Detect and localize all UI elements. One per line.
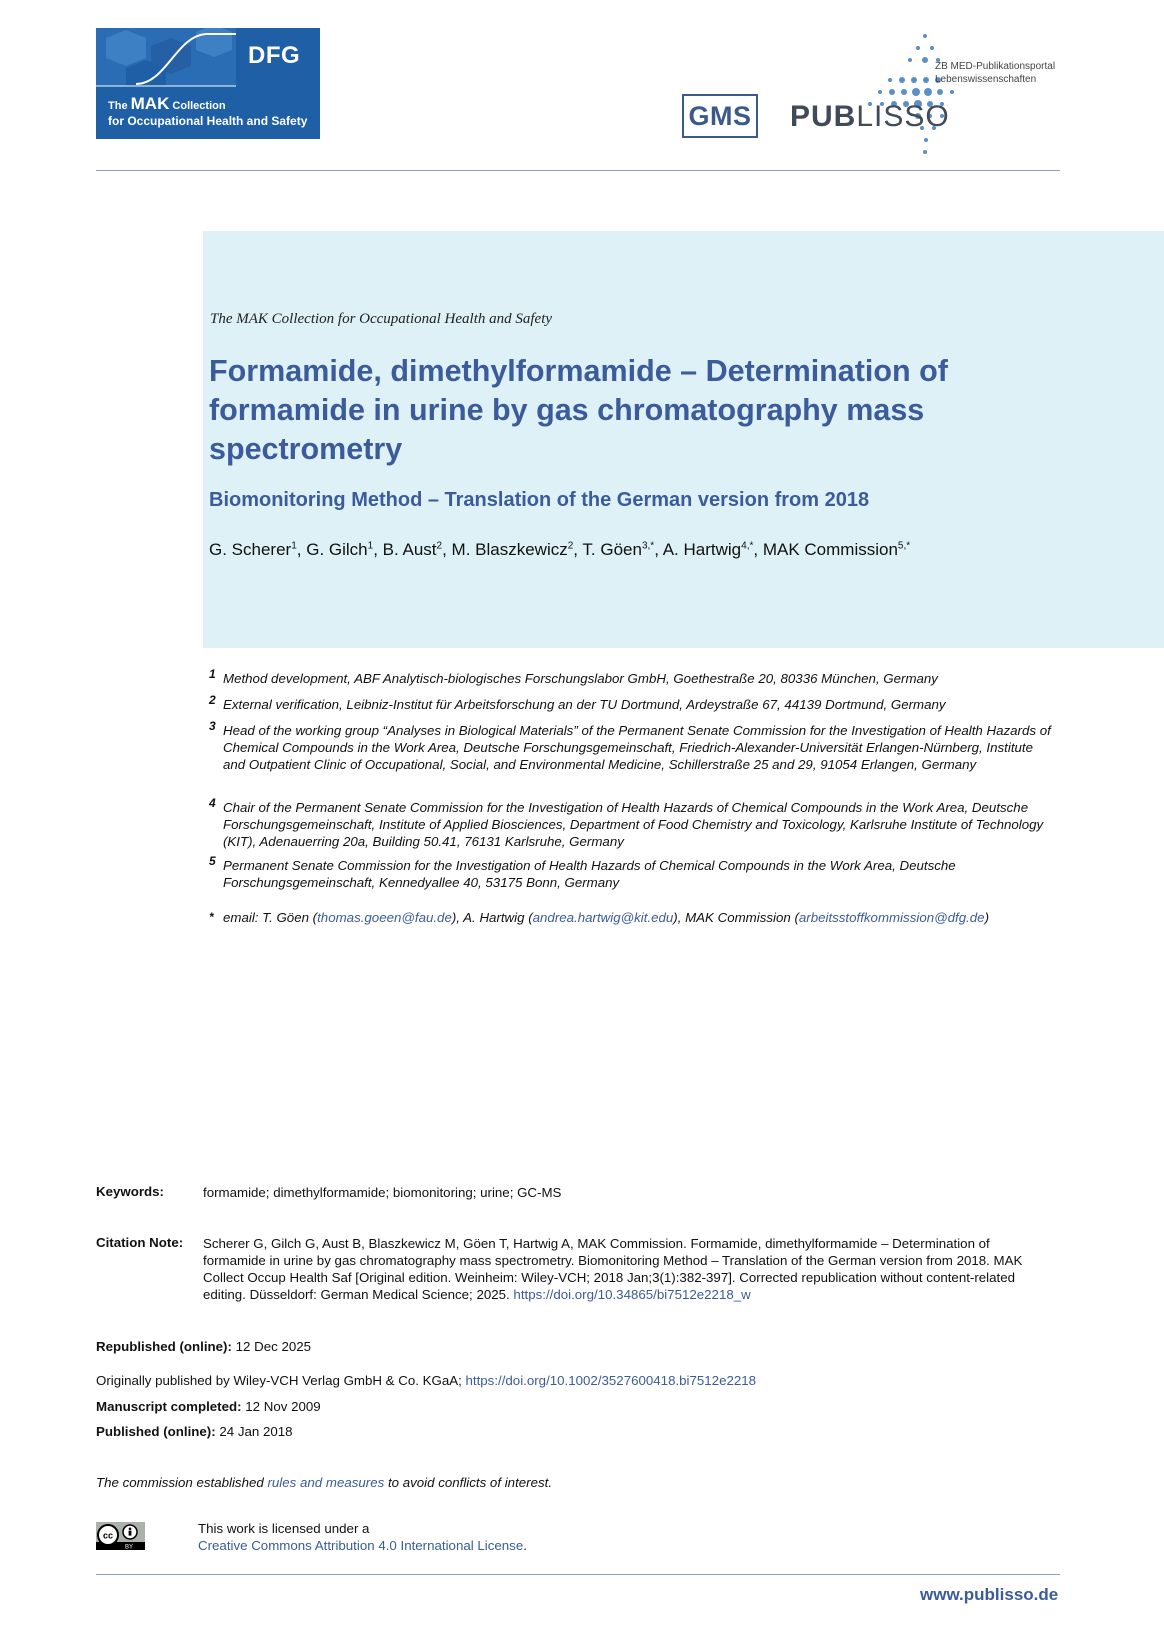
citation-label: Citation Note: [96,1235,184,1250]
keywords-value: formamide; dimethylformamide; biomonitoring; urine; GC-MS [203,1185,562,1200]
citation-value: Scherer G, Gilch G, Aust B, Blaszkewicz M, Göen T, Hartwig A, MAK Commission. Formamide, dimethylformamide – Determination of formamide in urine by gas chromatography mass spectrometry. Biomonitoring Method – Translation of the German version from 2018. MAK Collect Occup Health Saf [Original edition. Weinheim: Wiley-VCH; 2018 Jan;3(1):382-397]. Corrected republication without content-related editing. Düsseldorf: German Medical Science; 2025. https://doi.org/10.34865/bi7512e2218_w [203,1236,1023,1302]
author-name: G. Gilch [306,540,368,559]
email-link-mak[interactable]: arbeitsstoffkommission@dfg.de [798,910,985,925]
email-link-goen[interactable]: thomas.goeen@fau.de [317,910,452,925]
footer-divider [96,1574,1060,1575]
original-doi-link[interactable]: https://doi.org/10.1002/3527600418.bi7512e2218 [465,1373,757,1388]
originally-published-line: Originally published by Wiley-VCH Verlag GmbH & Co. KGaA; https://doi.org/10.1002/3527600418.bi7512e2218 [96,1373,757,1388]
cc-license-link[interactable]: Creative Commons Attribution 4.0 International License [198,1538,524,1553]
published-line: Published (online): 24 Jan 2018 [96,1424,293,1439]
header-divider [96,170,1060,171]
gms-logo: GMS [682,94,758,138]
cc-by-badge-icon [96,1522,145,1550]
badge-cc-text: cc [102,1530,114,1541]
mak-logo-line1: The MAK Collection [108,94,226,113]
journal-name: The MAK Collection for Occupational Health and Safety [210,311,553,327]
author-name: M. Blaszkewicz [451,540,568,559]
badge-by-text: BY [124,1544,134,1550]
author-name: G. Scherer [209,540,292,559]
rules-measures-link[interactable]: rules and measures [267,1475,385,1490]
license-text: This work is licensed under a Creative Commons Attribution 4.0 International License. [198,1521,527,1553]
article-title: Formamide, dimethylformamide – Determination of formamide in urine by gas chromatography mass spectrometry [209,354,948,466]
article-subtitle: Biomonitoring Method – Translation of the German version from 2018 [209,489,870,511]
email-link-hartwig[interactable]: andrea.hartwig@kit.edu [532,910,674,925]
publisso-dots-icon [860,30,960,160]
dfg-brand: DFG [248,42,301,69]
republished-line: Republished (online): 12 Dec 2025 [96,1339,312,1354]
manuscript-line: Manuscript completed: 12 Nov 2009 [96,1399,321,1414]
conflict-of-interest-note: The commission established rules and measures to avoid conflicts of interest. [96,1475,553,1490]
publisso-footer-link[interactable]: www.publisso.de [920,1585,1059,1604]
publisso-logo: PUBLISSO [790,100,950,133]
keywords-label: Keywords: [96,1184,164,1199]
author-name: B. Aust [382,540,437,559]
citation-doi-link[interactable]: https://doi.org/10.34865/bi7512e2218_w [513,1287,751,1302]
author-list: G. Scherer$^1$, G. Gilch$^1$, B. Aust$^2$, M. Blaszkewicz$^2$, T. Göen$^{3,*}$, A. Hartwig$^{4,*}$, MAK Commission$^{5,*}$ [209,540,911,559]
author-name: A. Hartwig [662,540,742,559]
author-name: MAK Commission [762,540,898,559]
zb-med-label: ZB MED-Publikationsportal Lebenswissenschaften [935,61,1056,85]
mak-collection-logo [96,28,320,139]
mak-logo-line2: for Occupational Health and Safety [108,114,308,128]
author-name: T. Göen [582,540,642,559]
